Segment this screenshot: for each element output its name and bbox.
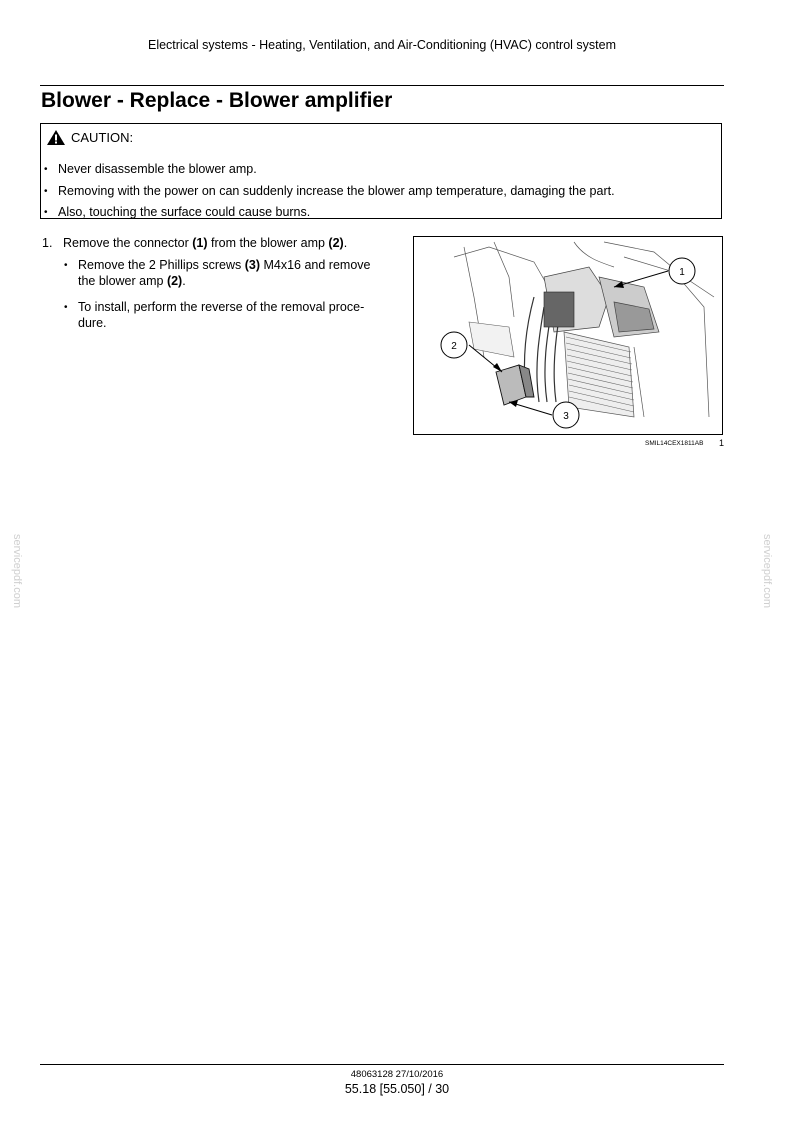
blower-amp-illustration <box>414 237 723 435</box>
substep-text-part: . <box>182 273 186 288</box>
callout-1: 1 <box>679 267 685 278</box>
watermark-left: servicepdf.com <box>10 534 23 608</box>
connector-ref: (1) <box>192 236 208 250</box>
step-text-part: Remove the connector <box>63 236 193 250</box>
blower-amp-ref: (2) <box>328 236 344 250</box>
figure-reference: SMIL14CEX1811AB <box>645 440 704 447</box>
page-title: Blower - Replace - Blower amplifier <box>41 89 393 112</box>
illustration-figure <box>413 236 723 435</box>
substep <box>62 258 387 289</box>
watermark-right: servicepdf.com <box>760 534 773 608</box>
callout-3: 3 <box>563 411 569 422</box>
step-text-part: from the blower amp <box>207 236 329 250</box>
title-rule <box>40 85 724 86</box>
caution-list <box>41 162 615 227</box>
footer-document-id: 48063128 27/10/2016 <box>350 1069 444 1080</box>
figure-number: 1 <box>719 438 725 448</box>
step-text-part: . <box>343 236 348 250</box>
substep-text-part: Remove the 2 Phillips screws <box>78 258 245 272</box>
step-text <box>63 236 393 250</box>
caution-heading: CAUTION: <box>71 130 134 145</box>
caution-item: • Also, touching the surface could cause burns. <box>41 205 615 227</box>
caution-item: • Never disassemble the blower amp. <box>41 162 615 184</box>
caution-heading-row <box>46 129 133 146</box>
running-header: Electrical systems - Heating, Ventilation, and Air-Conditioning (HVAC) control system <box>147 38 616 52</box>
caution-box <box>40 123 722 219</box>
caution-item: • Removing with the power on can suddenly increase the blower amp temperature, damaging the part. <box>41 184 615 206</box>
substep <box>62 300 387 331</box>
footer-rule <box>40 1064 724 1065</box>
substep-list <box>62 258 387 342</box>
warning-triangle-icon <box>46 129 66 146</box>
substep-text-part: M4x16 and remove the blower amp <box>78 258 371 288</box>
blower-amp-ref: (2) <box>166 273 183 288</box>
callout-2: 2 <box>451 341 457 352</box>
footer-page-number: 55.18 [55.050] / 30 <box>344 1082 450 1096</box>
screws-ref: (3) <box>244 258 261 272</box>
step-number: 1. <box>42 236 53 250</box>
substep-text-part: To install, perform the reverse of the removal proce-dure. <box>78 300 365 330</box>
